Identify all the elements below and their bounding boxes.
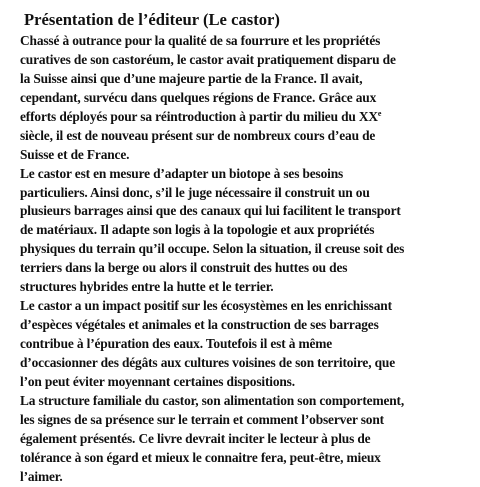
text-line: contribue à l’épuration des eaux. Toutefois il est à même [20, 336, 333, 351]
text-line: d’occasionner des dégâts aux cultures voisines de son territoire, que [20, 354, 395, 370]
text-line: également présentés. Ce livre devrait inciter le lecteur à plus de [20, 430, 371, 446]
text-line: physiques du terrain qu’il occupe. Selon la situation, il creuse soit des [20, 241, 405, 257]
text-line: tolérance à son égard et mieux le connaitre fera, peut-être, mieux [20, 449, 381, 465]
text-line: structures hybrides entre la hutte et le terrier. [20, 279, 274, 295]
document-title: Présentation de l’éditeur (Le castor) [24, 10, 280, 29]
document-body [20, 32, 478, 487]
text-line: la Suisse ainsi que d’une majeure partie de la France. Il avait, [20, 70, 363, 86]
text-line: Chassé à outrance pour la qualité de sa fourrure et les propriétés [20, 33, 381, 48]
text-line: de matériaux. Il adapte son logis à la topologie et aux propriétés [20, 222, 375, 238]
text-line: d’espèces végétales et animales et la construction de ses barrages [20, 317, 379, 333]
text-line: Le castor a un impact positif sur les écosystèmes en les enrichissant [20, 298, 392, 314]
text-line: curatives de son castoréum, le castor avait pratiquement disparu de [20, 51, 396, 67]
text-line: les signes de sa présence sur le terrain et comment l’observer sont [20, 411, 384, 427]
text-line: l’aimer. [20, 468, 63, 484]
text-line: Suisse et de France. [20, 146, 130, 162]
text-line: plusieurs barrages ainsi que des canaux qui lui facilitent le transport [20, 203, 401, 219]
text-line: terriers dans la berge ou alors il construit des huttes ou des [20, 260, 348, 276]
text-line: Le castor est en mesure d’adapter un biotope à ses besoins [20, 165, 344, 181]
text-line: La structure familiale du castor, son alimentation son comportement, [20, 392, 405, 408]
text-line: l’on peut éviter moyennant certaines dispositions. [20, 373, 295, 389]
text-line-with-superscript [20, 108, 478, 127]
text-line-segment: efforts déployés pour sa réintroduction à partir du milieu du XX [20, 108, 378, 124]
century-superscript: e [377, 108, 382, 118]
text-line: siècle, il est de nouveau présent sur de nombreux cours d’eau de [20, 127, 376, 143]
text-line: particuliers. Ainsi donc, s’il le juge nécessaire il construit un ou [20, 184, 370, 200]
text-line: cependant, survécu dans quelques régions de France. Grâce aux [20, 89, 377, 105]
